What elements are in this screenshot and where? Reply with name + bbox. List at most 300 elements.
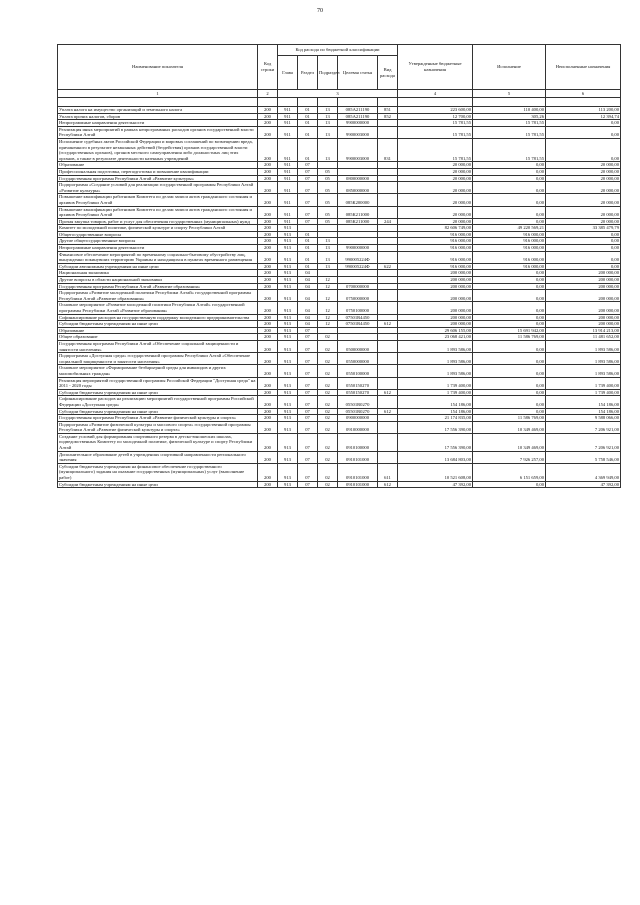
chapter-code: 913 <box>278 277 298 284</box>
executed-amount: 0,00 <box>473 168 546 175</box>
table-row <box>58 451 621 463</box>
subsection-code: 05 <box>318 175 338 182</box>
table-row <box>58 107 621 114</box>
expense-type-code <box>378 162 398 169</box>
row-name: Общее образование <box>58 334 258 341</box>
expense-type-code <box>378 277 398 284</box>
row-name: Субсидии бюджетным учреждениям на иные цели <box>58 408 258 415</box>
table-row <box>58 481 621 488</box>
target-item-code: 085К211000 <box>338 206 378 218</box>
unexecuted-amount: 5 758 546,00 <box>546 451 621 463</box>
approved-amount: 916 000,00 <box>398 251 473 263</box>
expense-type-code: 851 <box>378 107 398 114</box>
line-code: 200 <box>258 481 278 488</box>
subsection-code: 13 <box>318 113 338 120</box>
subsection-code: 02 <box>318 463 338 481</box>
row-name: Непрограммные направления деятельности <box>58 245 258 252</box>
row-name: Государственная программа Республики Алтай «Развитие образования» <box>58 283 258 290</box>
row-name: Подпрограмма «Развитие молодежной политики Республики Алтай» государственной программы Республики Алтай «Развитие образования» <box>58 290 258 302</box>
table-row <box>58 168 621 175</box>
section-code: 07 <box>298 340 318 352</box>
table-row <box>58 113 621 120</box>
subsection-code: 05 <box>318 206 338 218</box>
column-index-cell: 3 <box>278 90 398 98</box>
page-number: 70 <box>317 8 323 14</box>
table-row <box>58 421 621 433</box>
unexecuted-amount: 33 385 479,79 <box>546 225 621 232</box>
chapter-code: 911 <box>278 194 298 206</box>
chapter-code: 913 <box>278 377 298 389</box>
table-row <box>58 433 621 451</box>
expense-type-code: 611 <box>378 463 398 481</box>
chapter-code: 913 <box>278 302 298 314</box>
approved-amount: 1 893 586,00 <box>398 340 473 352</box>
section-code: 04 <box>298 270 318 277</box>
expense-type-code <box>378 327 398 334</box>
table-row <box>58 377 621 389</box>
line-code: 200 <box>258 334 278 341</box>
unexecuted-amount: 200 000,00 <box>546 270 621 277</box>
table-row <box>58 245 621 252</box>
line-code: 200 <box>258 238 278 245</box>
target-item-code <box>338 238 378 245</box>
row-name: Другие общегосударственные вопросы <box>58 238 258 245</box>
target-item-code: 085А211190 <box>338 113 378 120</box>
table-row <box>58 396 621 408</box>
subsection-code <box>318 231 338 238</box>
line-code: 200 <box>258 408 278 415</box>
target-item-code: 0910101000 <box>338 463 378 481</box>
row-name: Общегосударственные вопросы <box>58 231 258 238</box>
line-code: 200 <box>258 327 278 334</box>
subsection-code: 12 <box>318 290 338 302</box>
unexecuted-amount: 13 914 213,00 <box>546 327 621 334</box>
chapter-code: 913 <box>278 283 298 290</box>
row-name: Непрограммные направления деятельности <box>58 120 258 127</box>
executed-amount: 0,00 <box>473 162 546 169</box>
target-item-code <box>338 327 378 334</box>
subsection-code <box>318 225 338 232</box>
approved-amount: 20 000,00 <box>398 182 473 194</box>
expense-type-code <box>378 433 398 451</box>
line-code: 200 <box>258 218 278 225</box>
chapter-code: 911 <box>278 206 298 218</box>
subsection-code: 13 <box>318 138 338 161</box>
executed-amount: 0,00 <box>473 408 546 415</box>
expense-type-code <box>378 451 398 463</box>
approved-amount: 20 000,00 <box>398 194 473 206</box>
chapter-code: 913 <box>278 334 298 341</box>
section-code: 07 <box>298 162 318 169</box>
unexecuted-amount: 0,00 <box>546 120 621 127</box>
col-header-expense-type: Вид расхода <box>378 56 398 90</box>
row-name: Подпрограмма «Доступная среда» государственной программы Республики Алтай «Обеспечение социальной защищенности и занятости населения» <box>58 353 258 365</box>
unexecuted-amount: 20 000,00 <box>546 182 621 194</box>
table-row <box>58 277 621 284</box>
spacer-row <box>58 98 621 107</box>
expense-type-code <box>378 353 398 365</box>
executed-amount: 0,00 <box>473 340 546 352</box>
chapter-code: 911 <box>278 218 298 225</box>
table-row <box>58 218 621 225</box>
expense-type-code <box>378 396 398 408</box>
line-code: 200 <box>258 321 278 328</box>
section-code: 01 <box>298 126 318 138</box>
target-item-code: 0910101000 <box>338 451 378 463</box>
executed-amount: 0,00 <box>473 353 546 365</box>
col-header-executed: Исполнение <box>473 45 546 90</box>
unexecuted-amount: 0,00 <box>546 245 621 252</box>
chapter-code: 913 <box>278 421 298 433</box>
section-code: 07 <box>298 463 318 481</box>
section-code: 04 <box>298 290 318 302</box>
approved-amount: 17 556 390,00 <box>398 433 473 451</box>
approved-amount: 20 000,00 <box>398 162 473 169</box>
subsection-code: 12 <box>318 283 338 290</box>
target-item-code <box>338 231 378 238</box>
chapter-code: 913 <box>278 321 298 328</box>
executed-amount: 49 220 569,21 <box>473 225 546 232</box>
line-code: 200 <box>258 206 278 218</box>
expense-type-code <box>378 415 398 422</box>
line-code: 200 <box>258 433 278 451</box>
section-code: 01 <box>298 107 318 114</box>
section-code: 07 <box>298 218 318 225</box>
section-code: 07 <box>298 408 318 415</box>
approved-amount: 1 739 400,00 <box>398 377 473 389</box>
section-code: 04 <box>298 314 318 321</box>
subsection-code: 02 <box>318 433 338 451</box>
chapter-code: 913 <box>278 245 298 252</box>
subsection-code: 02 <box>318 377 338 389</box>
executed-amount: 0,00 <box>473 321 546 328</box>
row-name: Создание условий для формирования спортивного резерва в детско-юношеских школах, подведомственных Комитету по молодежной политике, физической культуре и спорту Республики Алтай <box>58 433 258 451</box>
target-item-code: 05501R0270 <box>338 396 378 408</box>
unexecuted-amount: 47 392,00 <box>546 481 621 488</box>
line-code: 200 <box>258 120 278 127</box>
subsection-code: 05 <box>318 168 338 175</box>
approved-amount: 20 000,00 <box>398 218 473 225</box>
approved-amount: 223 600,00 <box>398 107 473 114</box>
column-index-cell: 4 <box>398 90 473 98</box>
section-code: 07 <box>298 327 318 334</box>
expense-type-code <box>378 365 398 377</box>
unexecuted-amount: 7 206 921,00 <box>546 421 621 433</box>
subsection-code: 02 <box>318 408 338 415</box>
table-row <box>58 225 621 232</box>
target-item-code <box>338 277 378 284</box>
executed-amount: 0,00 <box>473 182 546 194</box>
target-item-code: 0800000000 <box>338 175 378 182</box>
table-row <box>58 283 621 290</box>
subsection-code: 02 <box>318 421 338 433</box>
section-code: 07 <box>298 377 318 389</box>
executed-amount: 11 586 769,00 <box>473 334 546 341</box>
unexecuted-amount: 0,00 <box>546 263 621 270</box>
expense-type-code: 831 <box>378 138 398 161</box>
unexecuted-amount: 20 000,00 <box>546 175 621 182</box>
unexecuted-amount: 154 186,00 <box>546 408 621 415</box>
subsection-code: 13 <box>318 238 338 245</box>
line-code: 200 <box>258 451 278 463</box>
expense-type-code: 612 <box>378 481 398 488</box>
table-row <box>58 182 621 194</box>
unexecuted-amount: 200 000,00 <box>546 302 621 314</box>
subsection-code: 05 <box>318 218 338 225</box>
chapter-code: 913 <box>278 225 298 232</box>
executed-amount: 15 781,55 <box>473 138 546 161</box>
subsection-code: 05 <box>318 194 338 206</box>
col-header-chapter: Глава <box>278 56 298 90</box>
target-item-code <box>338 225 378 232</box>
expense-type-code: 612 <box>378 389 398 396</box>
line-code: 200 <box>258 302 278 314</box>
target-item-code: 085К211000 <box>338 218 378 225</box>
approved-amount: 154 186,00 <box>398 408 473 415</box>
row-name: Софинансирование расходов на государственную поддержку молодежного предпринимательства <box>58 314 258 321</box>
executed-amount: 0,00 <box>473 175 546 182</box>
section-code: 07 <box>298 433 318 451</box>
section-code: 01 <box>298 245 318 252</box>
section-code: 07 <box>298 415 318 422</box>
expense-type-code <box>378 340 398 352</box>
executed-amount: 11 586 769,00 <box>473 415 546 422</box>
executed-amount: 0,00 <box>473 270 546 277</box>
expense-type-code <box>378 126 398 138</box>
target-item-code: 9900000000 <box>338 245 378 252</box>
row-name: Государственная программа Республики Алтай «Развитие культуры» <box>58 175 258 182</box>
expense-type-code <box>378 334 398 341</box>
table-row <box>58 302 621 314</box>
row-name: Уплата налога на имущество организаций и земельного налога <box>58 107 258 114</box>
expense-type-code <box>378 314 398 321</box>
unexecuted-amount: 11 481 652,00 <box>546 334 621 341</box>
line-code: 200 <box>258 113 278 120</box>
target-item-code: 0910000000 <box>338 421 378 433</box>
line-code: 200 <box>258 314 278 321</box>
approved-amount: 200 000,00 <box>398 321 473 328</box>
chapter-code: 913 <box>278 389 298 396</box>
target-item-code: 0850000000 <box>338 182 378 194</box>
line-code: 200 <box>258 463 278 481</box>
row-name: Субсидии бюджетным учреждениям на иные цели <box>58 389 258 396</box>
line-code: 200 <box>258 107 278 114</box>
table-row <box>58 238 621 245</box>
subsection-code: 12 <box>318 277 338 284</box>
table-row <box>58 194 621 206</box>
row-name: Государственная программа Республики Алтай «Развитие физической культуры и спорта» <box>58 415 258 422</box>
subsection-code: 02 <box>318 481 338 488</box>
section-code: 01 <box>298 251 318 263</box>
line-code: 200 <box>258 415 278 422</box>
approved-amount: 10 521 608,00 <box>398 463 473 481</box>
row-name: Субсидии бюджетным учреждениям на финансовое обеспечение государственного (муниципального) задания на оказание государственных (муниципальных) услуг (выполнение работ) <box>58 463 258 481</box>
approved-amount: 13 684 803,00 <box>398 451 473 463</box>
line-code: 200 <box>258 194 278 206</box>
section-code: 07 <box>298 353 318 365</box>
row-name: Основное мероприятие «Формирование безбарьерной среды для инвалидов и других маломобильных граждан» <box>58 365 258 377</box>
line-code: 200 <box>258 225 278 232</box>
executed-amount: 0,00 <box>473 377 546 389</box>
unexecuted-amount: 20 000,00 <box>546 206 621 218</box>
subsection-code: 02 <box>318 340 338 352</box>
line-code: 200 <box>258 251 278 263</box>
row-name: Уплата прочих налогов, сборов <box>58 113 258 120</box>
col-header-unexecuted: Неисполненные назначения <box>546 45 621 90</box>
approved-amount: 17 556 390,00 <box>398 421 473 433</box>
section-code: 07 <box>298 194 318 206</box>
target-item-code: 0910100000 <box>338 433 378 451</box>
target-item-code <box>338 162 378 169</box>
target-item-code: 990005224Ф <box>338 251 378 263</box>
row-name: Профессиональная подготовка, переподготовка и повышение квалификации <box>58 168 258 175</box>
table-row <box>58 270 621 277</box>
subsection-code: 02 <box>318 389 338 396</box>
subsection-code: 13 <box>318 251 338 263</box>
executed-amount: 6 151 659,00 <box>473 463 546 481</box>
subsection-code <box>318 327 338 334</box>
target-item-code: 085А211190 <box>338 107 378 114</box>
col-header-name: Наименование показателя <box>58 45 258 90</box>
table-row <box>58 463 621 481</box>
table-row <box>58 231 621 238</box>
executed-amount: 0,00 <box>473 194 546 206</box>
subsection-code: 02 <box>318 451 338 463</box>
row-name: Реализация иных мероприятий в рамках непрограммных расходов органов государственной власти Республики Алтай <box>58 126 258 138</box>
target-item-code <box>338 334 378 341</box>
expense-type-code <box>378 225 398 232</box>
section-code: 04 <box>298 283 318 290</box>
approved-amount: 916 000,00 <box>398 231 473 238</box>
column-index-cell: 5 <box>473 90 546 98</box>
chapter-code: 913 <box>278 415 298 422</box>
subsection-code: 02 <box>318 334 338 341</box>
executed-amount: 7 926 257,00 <box>473 451 546 463</box>
table-row <box>58 120 621 127</box>
chapter-code: 913 <box>278 251 298 263</box>
table-row <box>58 126 621 138</box>
approved-amount: 21 174 835,00 <box>398 415 473 422</box>
row-name: Финансовое обеспечение мероприятий по временному социально-бытовому обустройству лиц, вынужденно покинувших территорию Украины и находящихся в пунктах временного размещения <box>58 251 258 263</box>
table-row <box>58 263 621 270</box>
budget-execution-table <box>57 44 621 488</box>
unexecuted-amount: 1 893 586,00 <box>546 340 621 352</box>
unexecuted-amount: 12 394,74 <box>546 113 621 120</box>
row-name: Повышение квалификации работников Комитета по делам записи актов гражданского состояния и архивов Республики Алтай <box>58 194 258 206</box>
approved-amount: 916 000,00 <box>398 245 473 252</box>
subsection-code: 02 <box>318 353 338 365</box>
line-code: 200 <box>258 168 278 175</box>
approved-amount: 200 000,00 <box>398 290 473 302</box>
table-row <box>58 415 621 422</box>
unexecuted-amount: 154 186,00 <box>546 396 621 408</box>
executed-amount: 0,00 <box>473 365 546 377</box>
subsection-code: 13 <box>318 126 338 138</box>
expense-type-code: 852 <box>378 113 398 120</box>
approved-amount: 20 000,00 <box>398 168 473 175</box>
chapter-code: 911 <box>278 182 298 194</box>
section-code: 01 <box>298 138 318 161</box>
expense-type-code <box>378 168 398 175</box>
line-code: 200 <box>258 175 278 182</box>
row-name: Образование <box>58 327 258 334</box>
expense-type-code <box>378 245 398 252</box>
target-item-code: 07501R4450 <box>338 321 378 328</box>
executed-amount: 916 000,00 <box>473 263 546 270</box>
chapter-code: 913 <box>278 238 298 245</box>
chapter-code: 911 <box>278 162 298 169</box>
row-name: Государственная программа Республики Алтай «Обеспечение социальной защищенности и занятости населения» <box>58 340 258 352</box>
line-code: 200 <box>258 340 278 352</box>
table-row <box>58 175 621 182</box>
target-item-code: 085К200000 <box>338 194 378 206</box>
row-name: Комитет по молодежной политике, физической культуре и спорту Республики Алтай <box>58 225 258 232</box>
expense-type-code <box>378 175 398 182</box>
section-code: 04 <box>298 321 318 328</box>
line-code: 200 <box>258 377 278 389</box>
subsection-code: 13 <box>318 245 338 252</box>
line-code: 200 <box>258 365 278 377</box>
expense-type-code <box>378 251 398 263</box>
chapter-code: 911 <box>278 120 298 127</box>
unexecuted-amount: 1 739 400,00 <box>546 377 621 389</box>
row-name: Софинансирование расходов на реализацию мероприятий государственной программы Российской Федерации «Доступная среда» <box>58 396 258 408</box>
executed-amount: 0,00 <box>473 302 546 314</box>
expense-type-code <box>378 120 398 127</box>
line-code: 200 <box>258 389 278 396</box>
section-code: 01 <box>298 113 318 120</box>
target-item-code: 05501R0270 <box>338 408 378 415</box>
unexecuted-amount: 20 000,00 <box>546 194 621 206</box>
col-header-line-code: Код строки <box>258 45 278 90</box>
chapter-code: 913 <box>278 314 298 321</box>
approved-amount: 200 000,00 <box>398 302 473 314</box>
approved-amount: 1 739 400,00 <box>398 389 473 396</box>
row-name: Образование <box>58 162 258 169</box>
chapter-code: 913 <box>278 396 298 408</box>
chapter-code: 913 <box>278 365 298 377</box>
unexecuted-amount: 0,00 <box>546 138 621 161</box>
line-code: 200 <box>258 138 278 161</box>
table-row <box>58 334 621 341</box>
line-code: 200 <box>258 283 278 290</box>
executed-amount: 916 000,00 <box>473 231 546 238</box>
target-item-code: 07501R4450 <box>338 314 378 321</box>
col-header-approved: Утвержденные бюджетные назначения <box>398 45 473 90</box>
approved-amount: 82 606 749,00 <box>398 225 473 232</box>
subsection-code: 05 <box>318 182 338 194</box>
chapter-code: 913 <box>278 231 298 238</box>
unexecuted-amount: 4 369 949,00 <box>546 463 621 481</box>
executed-amount: 15 781,55 <box>473 126 546 138</box>
executed-amount: 110 400,00 <box>473 107 546 114</box>
row-name: Повышение квалификации работников Комитета по делам записи актов гражданского состояния и архивов Республики Алтай <box>58 206 258 218</box>
chapter-code: 913 <box>278 481 298 488</box>
target-item-code: 990005224Ф <box>338 263 378 270</box>
target-item-code: 9900003000 <box>338 138 378 161</box>
line-code: 200 <box>258 263 278 270</box>
section-code: 07 <box>298 396 318 408</box>
table-row <box>58 206 621 218</box>
subsection-code: 12 <box>318 321 338 328</box>
approved-amount: 154 186,00 <box>398 396 473 408</box>
row-name: Другие вопросы в области национальной экономики <box>58 277 258 284</box>
line-code: 200 <box>258 245 278 252</box>
subsection-code: 13 <box>318 263 338 270</box>
approved-amount: 916 000,00 <box>398 263 473 270</box>
header-row-1 <box>58 45 621 56</box>
chapter-code: 911 <box>278 113 298 120</box>
